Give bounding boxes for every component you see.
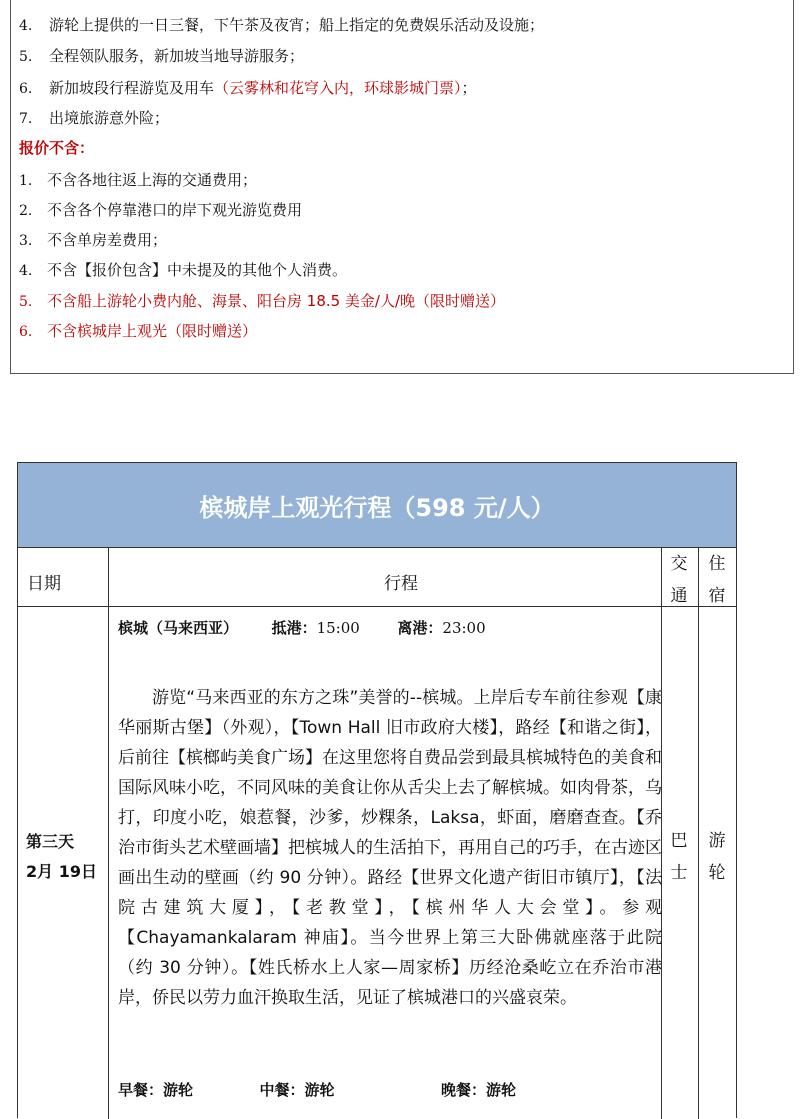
day-date: 2月 19日 <box>26 862 97 881</box>
port-info: 槟城（马来西亚） 抵港：15:00 离港：23:00 <box>118 619 486 637</box>
included-item-7: 7. 出境旅游意外险； <box>19 109 170 127</box>
excluded-heading: 报价不含： <box>19 139 95 157</box>
excluded-item-4: 4. 不含【报价包含】中未提及的其他个人消费。 <box>19 261 348 279</box>
package-terms-box <box>10 0 794 374</box>
excluded-item-1: 1. 不含各地往返上海的交通费用； <box>19 171 258 189</box>
column-header-date: 日期 <box>27 574 61 594</box>
included-item-5: 5. 全程领队服务，新加坡当地导游服务； <box>19 47 305 65</box>
column-header-itinerary: 行程 <box>384 574 418 594</box>
excluded-item-2: 2. 不含各个停靠港口的岸下观光游览费用 <box>19 201 303 219</box>
excluded-item-5: 5. 不含船上游轮小费内舱、海景、阳台房 18.5 美金/人/晚（限时赠送） <box>19 292 506 310</box>
day-label: 第三天 <box>26 832 75 851</box>
excluded-item-3: 3. 不含单房差费用； <box>19 231 168 249</box>
included-item-4: 4. 游轮上提供的一日三餐，下午茶及夜宵；船上指定的免费娱乐活动及设施； <box>19 16 545 34</box>
itinerary-description: 游览“马来西亚的东方之珠”美誉的--槟城。上岸后专车前往参观【康华丽斯古堡】（外观），【Town Hall 旧市政府大楼】，路经【和谐之街】，后前往【槟榔屿美食广场】在这里您将自费品尝到最具槟城特色的美食和国际风味小吃，不同风味的美食让你从舌尖上去了解槟城。如肉骨茶，乌打，印度小吃，娘惹餐，沙爹，炒粿条，Laksa，虾面，磨磨查查。【乔治市街头艺术壁画墙】把槟城人的生活拍下，再用自己的巧手，在古迹区画出生动的壁画（约 90 分钟）。路经【世界文化遗产街旧市镇厅】，【法院古建筑大厦】，【老教堂】，【槟州华人大会堂】。参观【Chayamankalaram 神庙】。当今世界上第三大卧佛就座落于此院（约 30 分钟）。【姓氏桥水上人家—周家桥】历经沧桑屹立在乔治市港岸，侨民以劳力血汗换取生活，见证了槟城港口的兴盛哀荣。 <box>118 688 662 1008</box>
itinerary-table <box>17 462 737 1118</box>
meal-dinner: 晚餐：游轮 <box>440 1081 516 1099</box>
column-header-transport: 交 通 <box>670 554 688 606</box>
meals-row <box>118 1079 516 1100</box>
transport-value: 巴 士 <box>670 831 688 883</box>
column-header-lodging: 住 宿 <box>708 554 726 606</box>
lodging-value: 游 轮 <box>708 831 726 883</box>
excluded-item-6: 6. 不含槟城岸上观光（限时赠送） <box>19 322 258 340</box>
meal-lunch: 中餐：游轮 <box>259 1081 335 1099</box>
included-item-6: 6. 新加坡段行程游览及用车（云雾林和花穹入内，环球影城门票）； <box>19 79 477 97</box>
meal-breakfast: 早餐：游轮 <box>118 1081 194 1099</box>
itinerary-title: 槟城岸上观光行程（598 元/人） <box>18 463 736 548</box>
